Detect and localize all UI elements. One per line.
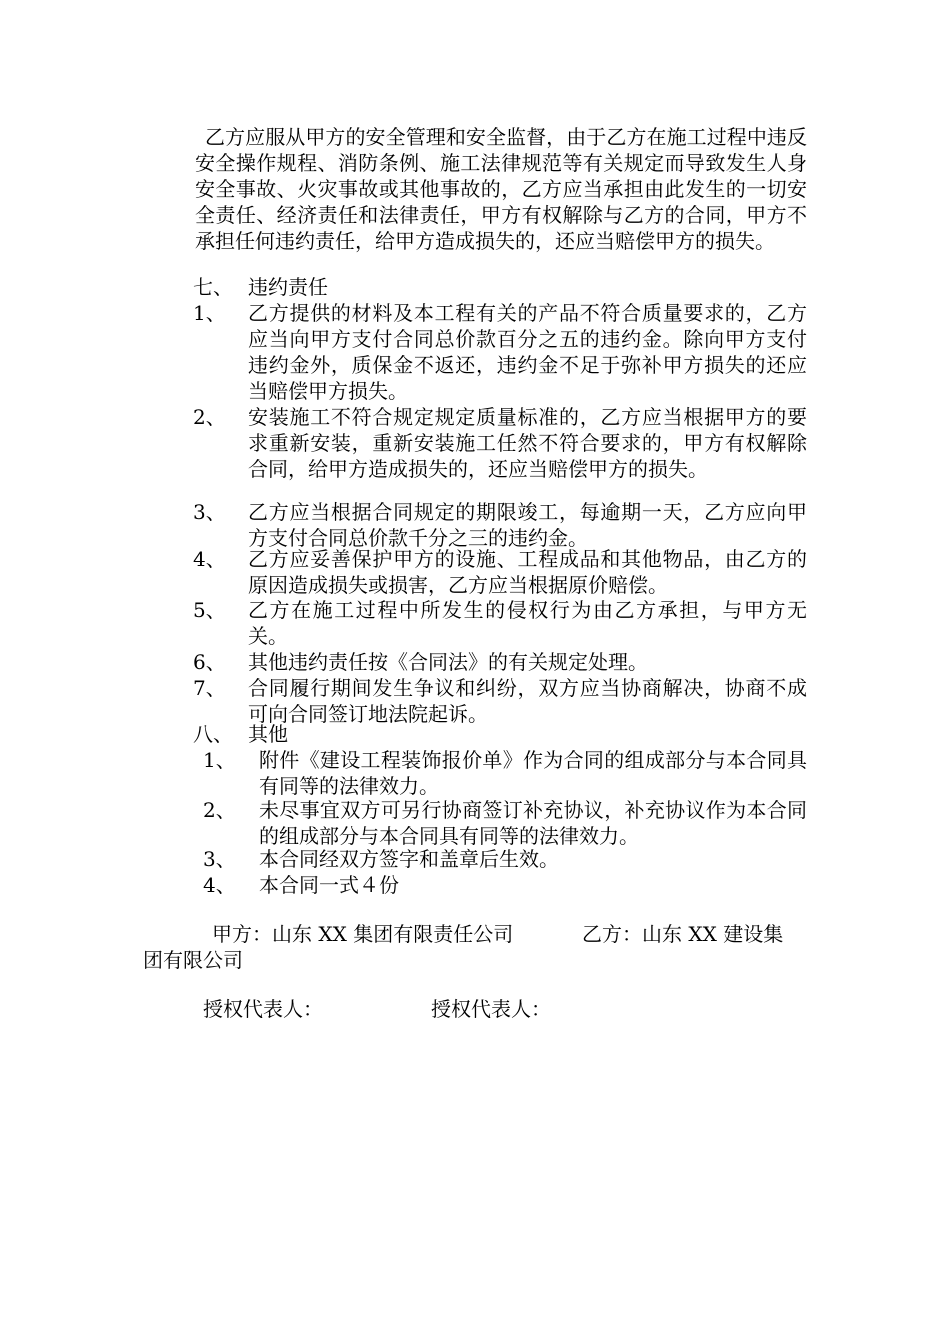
item-text: 乙方在施工过程中所发生的侵权行为由乙方承担，与甲方无关。 (248, 598, 807, 648)
item-text: 合同履行期间发生争议和纠纷，双方应当协商解决，协商不成可向合同签订地法院起诉。 (248, 676, 807, 726)
section-8-title: 其他 (248, 722, 288, 746)
item-number: 2、 (193, 405, 226, 429)
intro-paragraph: 乙方应服从甲方的安全管理和安全监督，由于乙方在施工过程中违反安全操作规程、消防条例、施工法律规范等有关规定而导致发生人身安全事故、火灾事故或其他事故的，乙方应当承担由此发生的一切安全责任、经济责任和法律责任，甲方有权解除与乙方的合同，甲方不承担任何违约责任，给甲方造成损失的，还应当赔偿甲方的损失。 (195, 125, 807, 253)
item-number: 3、 (193, 500, 226, 524)
section-7-number: 七、 (193, 275, 233, 299)
item-number: 1、 (193, 301, 226, 325)
section-8-number: 八、 (193, 722, 233, 746)
item-number: 6、 (193, 650, 226, 674)
item-number: 7、 (193, 676, 226, 700)
item-number: 4、 (193, 547, 226, 571)
item-text: 其他违约责任按《合同法》的有关规定处理。 (248, 650, 648, 674)
item-text: 本合同经双方签字和盖章后生效。 (259, 847, 559, 871)
party-b-name-line-1: 乙方：山东 XX 建设集 (582, 922, 784, 946)
item-text: 本合同一式４份 (259, 873, 399, 897)
item-text: 安装施工不符合规定规定质量标准的，乙方应当根据甲方的要求重新安装，重新安装施工任然不符合要求的，甲方有权解除合同，给甲方造成损失的，还应当赔偿甲方的损失。 (248, 405, 807, 481)
item-text: 乙方应当根据合同规定的期限竣工，每逾期一天，乙方应向甲方支付合同总价款千分之三的违约金。 (248, 500, 807, 550)
item-number: 3、 (203, 847, 236, 871)
item-number: 5、 (193, 598, 226, 622)
item-text: 乙方提供的材料及本工程有关的产品不符合质量要求的，乙方应当向甲方支付合同总价款百分之五的违约金。除向甲方支付违约金外，质保金不返还，违约金不足于弥补甲方损失的还应当赔偿甲方损失。 (248, 301, 807, 403)
party-a-representative: 授权代表人： (203, 997, 323, 1021)
party-b-representative: 授权代表人： (431, 997, 551, 1021)
party-a-name: 甲方：山东 XX 集团有限责任公司 (212, 922, 514, 946)
item-number: 1、 (203, 748, 236, 772)
party-b-name-line-2: 团有限公司 (143, 948, 243, 972)
item-text: 乙方应妥善保护甲方的设施、工程成品和其他物品，由乙方的原因造成损失或损害，乙方应当根据原价赔偿。 (248, 547, 807, 597)
item-number: 2、 (203, 798, 236, 822)
item-text: 未尽事宜双方可另行协商签订补充协议，补充协议作为本合同的组成部分与本合同具有同等的法律效力。 (259, 798, 807, 848)
item-text: 附件《建设工程装饰报价单》作为合同的组成部分与本合同具有同等的法律效力。 (259, 748, 807, 798)
section-7-title: 违约责任 (248, 275, 328, 299)
item-number: 4、 (203, 873, 236, 897)
